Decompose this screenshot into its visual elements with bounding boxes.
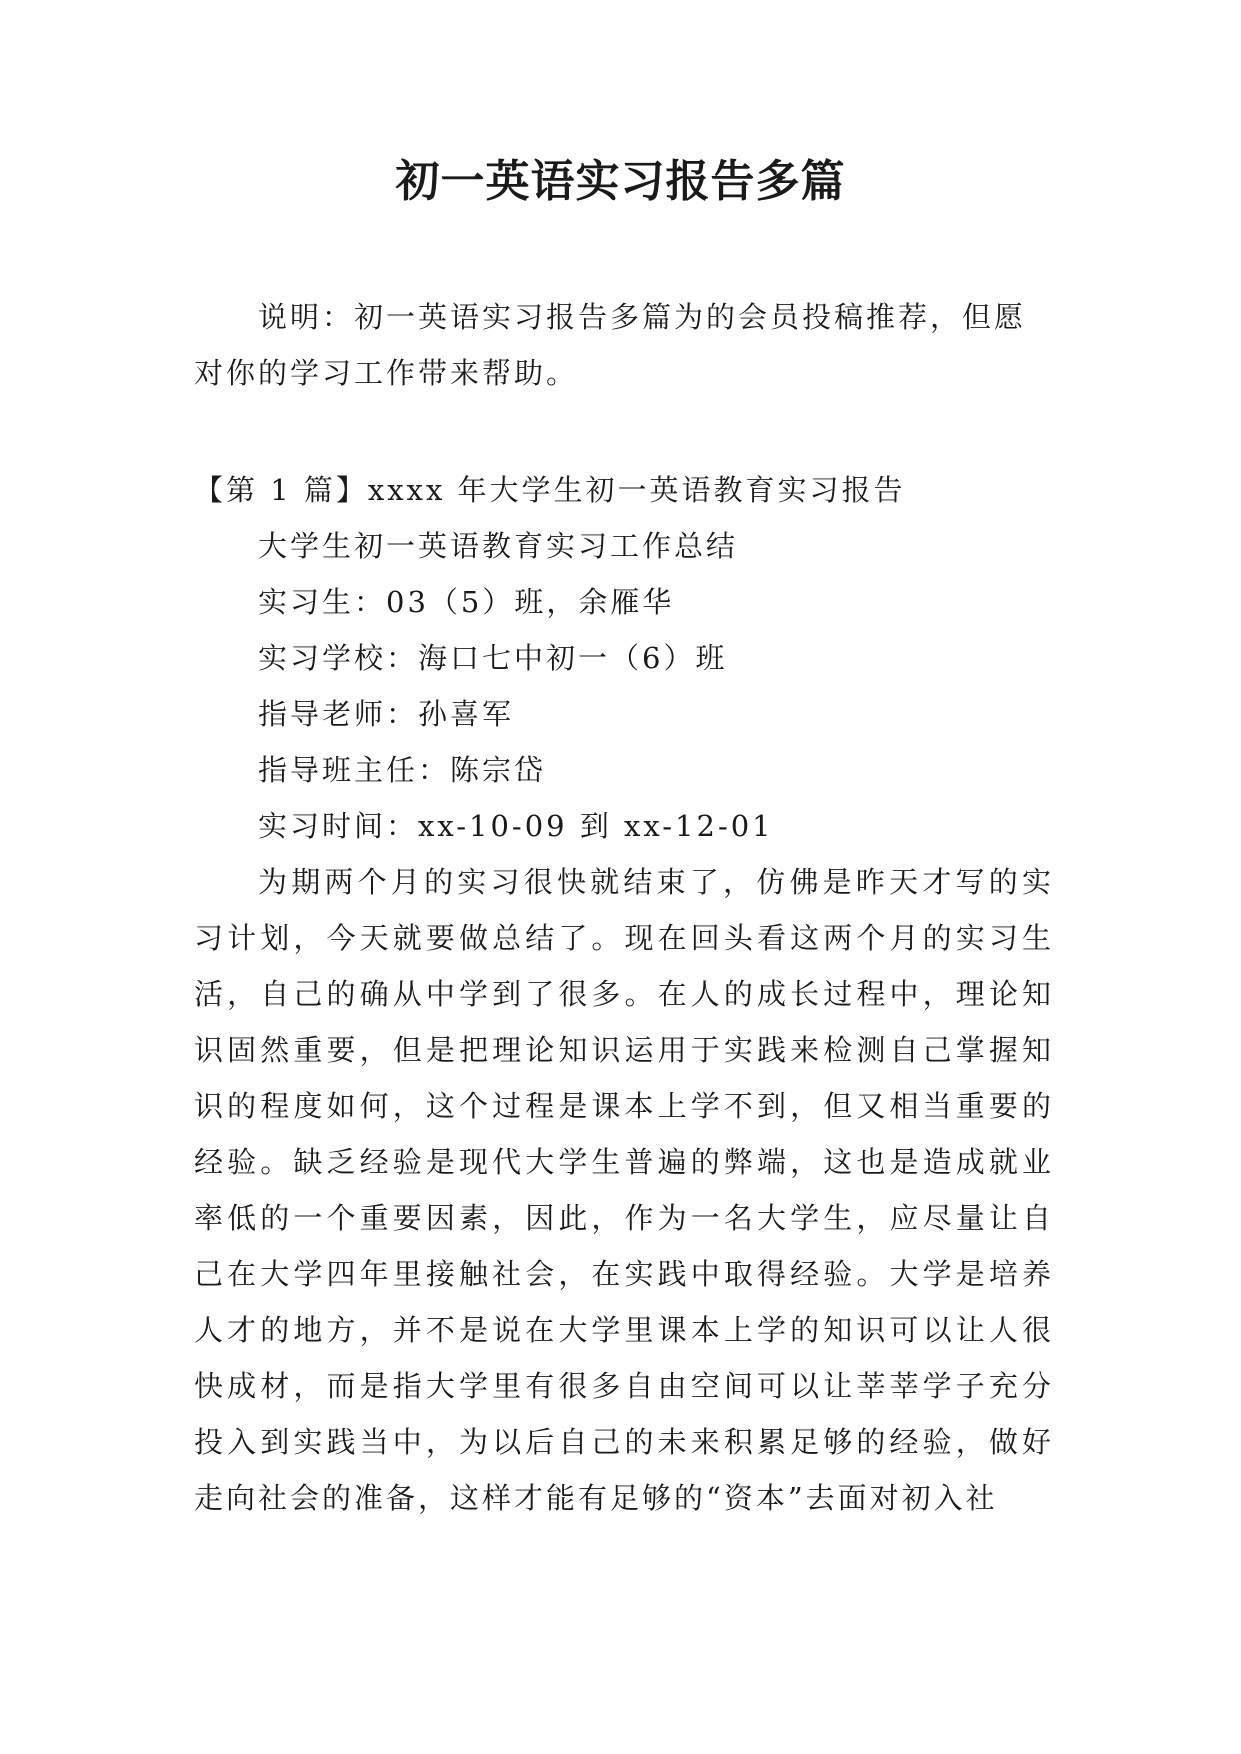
teacher-line: 指导老师：孙喜军 (258, 697, 515, 731)
document-note (194, 289, 1054, 401)
report-subtitle: 大学生初一英语教育实习工作总结 (258, 529, 739, 563)
school-line: 实习学校：海口七中初一（6）班 (258, 641, 728, 675)
period-line: 实习时间：xx-10-09 到 xx-12-01 (258, 809, 774, 843)
body-paragraph: 为期两个月的实习很快就结束了，仿佛是昨天才写的实习计划，今天就要做总结了。现在回头看这两个月的实习生活，自己的确从中学到了很多。在人的成长过程中，理论知识固然重要，但是把理论知识运用于实践来检测自己掌握知识的程度如何，这个过程是课本上学不到，但又相当重要的经验。缺乏经验是现代大学生普遍的弊端，这也是造成就业率低的一个重要因素，因此，作为一名大学生，应尽量让自己在大学四年里接触社会，在实践中取得经验。大学是培养人才的地方，并不是说在大学里课本上学的知识可以让人很快成材，而是指大学里有很多自由空间可以让莘莘学子充分投入到实践当中，为以后自己的未来积累足够的经验，做好走向社会的准备，这样才能有足够的“资本”去面对初入社 (194, 865, 1054, 1515)
intern-line: 实习生：03（5）班，余雁华 (258, 585, 675, 619)
head-teacher-line: 指导班主任：陈宗岱 (258, 753, 547, 787)
section-heading: 【第 1 篇】xxxx 年大学生初一英语教育实习报告 (194, 473, 906, 507)
note-paragraph: 说明：初一英语实习报告多篇为的会员投稿推荐，但愿对你的学习工作带来帮助。 (194, 300, 1027, 390)
document-title: 初一英语实习报告多篇 (395, 156, 846, 207)
document-content (194, 462, 1054, 1526)
